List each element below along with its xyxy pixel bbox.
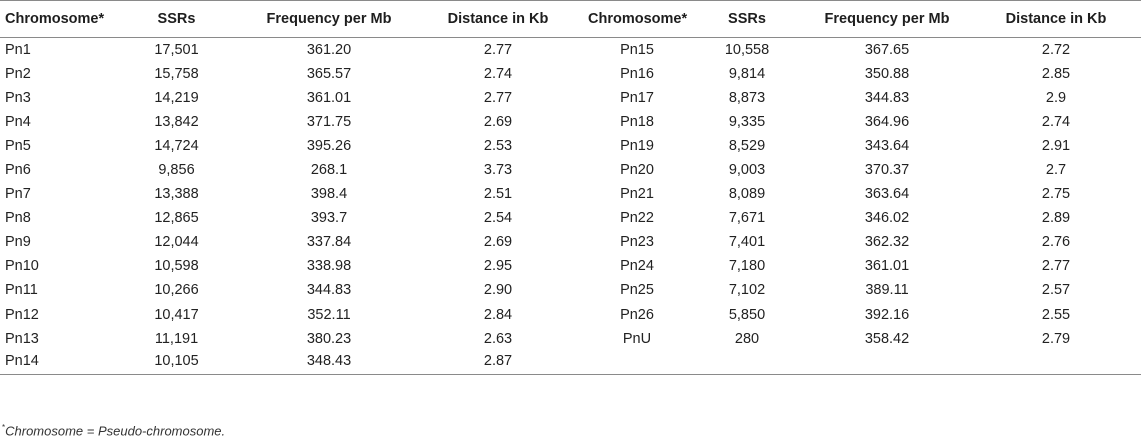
table-cell: 2.77 — [483, 41, 513, 58]
table-cell: 362.32 — [864, 234, 910, 251]
table-cell: 10,558 — [724, 41, 770, 58]
table-cell: 2.63 — [483, 330, 513, 347]
table-cell: 2.75 — [1041, 186, 1071, 203]
table-cell: Pn10 — [5, 258, 39, 275]
table-cell: 12,865 — [154, 210, 199, 227]
table-cell: 344.83 — [306, 282, 352, 299]
table-cell: Pn9 — [5, 234, 31, 251]
table-cell: 2.84 — [483, 306, 513, 323]
table-cell: Pn24 — [620, 258, 654, 275]
table-cell: 343.64 — [864, 137, 910, 154]
table-cell — [971, 351, 1141, 375]
table-cell: Pn18 — [620, 113, 654, 130]
column-header: Frequency per Mb — [803, 1, 971, 38]
footnote-marker: * — [2, 423, 6, 432]
table-cell: 364.96 — [864, 113, 910, 130]
table-cell: 2.74 — [483, 65, 513, 82]
table-cell: Pn4 — [5, 113, 31, 130]
table-cell: 398.4 — [310, 186, 348, 203]
table-cell: 380.23 — [306, 330, 352, 347]
column-header: SSRs — [691, 1, 803, 38]
table-cell: 358.42 — [864, 330, 910, 347]
table-row — [0, 230, 1141, 254]
table-cell: 352.11 — [307, 306, 351, 323]
table-cell: 8,873 — [728, 89, 766, 106]
table-row — [0, 206, 1141, 230]
table-cell: 363.64 — [864, 186, 910, 203]
table-cell: Pn11 — [5, 282, 38, 299]
table-cell: 10,266 — [154, 282, 199, 299]
table-body — [0, 38, 1141, 375]
table-row — [0, 110, 1141, 134]
table-cell: 7,671 — [728, 210, 766, 227]
table-cell: Pn1 — [5, 41, 31, 58]
table-cell: 2.72 — [1041, 41, 1071, 58]
table-cell: 17,501 — [154, 41, 199, 58]
table-cell: Pn17 — [620, 89, 654, 106]
table-cell: 2.51 — [483, 186, 513, 203]
table-cell: 268.1 — [310, 162, 348, 179]
table-cell: 2.76 — [1041, 234, 1071, 251]
table-cell: 7,180 — [728, 258, 766, 275]
table-cell: 5,850 — [728, 306, 766, 323]
table-cell: 367.65 — [864, 41, 910, 58]
table-cell: 14,724 — [154, 137, 199, 154]
table-cell: 2.53 — [483, 137, 513, 154]
table-cell: 2.9 — [1045, 89, 1067, 106]
table-cell: 365.57 — [306, 65, 352, 82]
table-cell: 9,814 — [728, 65, 766, 82]
table-row — [0, 303, 1141, 327]
table-cell: 9,003 — [728, 162, 766, 179]
table-row — [0, 158, 1141, 182]
table-cell — [803, 351, 971, 375]
table-cell: 2.77 — [483, 89, 513, 106]
table-cell: 348.43 — [245, 351, 413, 375]
table-cell: 346.02 — [864, 210, 910, 227]
table-cell: 280 — [734, 330, 760, 347]
table-row — [0, 351, 1141, 375]
table-cell: 8,529 — [728, 137, 766, 154]
table-row — [0, 134, 1141, 158]
table-cell: Pn3 — [5, 89, 31, 106]
table-cell: Pn26 — [620, 306, 654, 323]
table-cell: PnU — [622, 330, 652, 347]
table-cell: 12,044 — [154, 234, 199, 251]
table-row — [0, 327, 1141, 351]
table-cell: 2.89 — [1041, 210, 1071, 227]
table-cell: Pn15 — [620, 41, 654, 58]
table-cell: 10,598 — [154, 258, 199, 275]
table-cell: 389.11 — [865, 282, 909, 299]
table-cell: 7,401 — [728, 234, 766, 251]
column-header: SSRs — [108, 1, 245, 38]
table-row — [0, 62, 1141, 86]
header-row — [0, 1, 1141, 38]
table-cell: Pn5 — [5, 137, 31, 154]
table-cell: 2.69 — [483, 234, 513, 251]
table-row — [0, 38, 1141, 62]
table-cell: 15,758 — [154, 65, 199, 82]
footnote-text: Chromosome = Pseudo-chromosome. — [5, 423, 226, 439]
table-cell: 344.83 — [864, 89, 910, 106]
table-cell: 361.20 — [306, 41, 352, 58]
column-header: Distance in Kb — [971, 1, 1141, 38]
table-cell: 392.16 — [864, 306, 910, 323]
table-cell: 13,842 — [154, 113, 199, 130]
table-cell: 393.7 — [310, 210, 348, 227]
table-row — [0, 278, 1141, 302]
table-cell: 9,335 — [728, 113, 766, 130]
table-row — [0, 86, 1141, 110]
table-row — [0, 182, 1141, 206]
table-cell: Pn14 — [0, 351, 108, 375]
table-cell: 361.01 — [864, 258, 910, 275]
table-cell: 7,102 — [728, 282, 766, 299]
table-cell: Pn16 — [620, 65, 654, 82]
table-cell: Pn2 — [5, 65, 31, 82]
table-cell: Pn7 — [5, 186, 31, 203]
table-cell: Pn20 — [620, 162, 654, 179]
table-cell: 361.01 — [306, 89, 352, 106]
table-cell: Pn19 — [620, 137, 654, 154]
table-row — [0, 254, 1141, 278]
table-cell: 2.54 — [483, 210, 513, 227]
table-cell: 2.55 — [1041, 306, 1071, 323]
table-cell: 2.7 — [1045, 162, 1067, 179]
table-cell: 350.88 — [864, 65, 910, 82]
footnote — [2, 423, 225, 438]
table-cell: 2.57 — [1041, 282, 1071, 299]
table-cell: 395.26 — [306, 137, 352, 154]
table-cell: 8,089 — [728, 186, 766, 203]
table-cell: 2.87 — [413, 351, 583, 375]
table-cell: 11,191 — [154, 330, 199, 347]
table-cell: Pn8 — [5, 210, 31, 227]
table-cell: 9,856 — [158, 162, 195, 179]
table-cell: 337.84 — [306, 234, 352, 251]
table-cell: 2.79 — [1041, 330, 1071, 347]
table-cell: 2.85 — [1041, 65, 1071, 82]
table-cell: 2.95 — [483, 258, 513, 275]
table-cell: 2.91 — [1041, 137, 1071, 154]
table-cell: Pn12 — [5, 306, 39, 323]
table-cell: Pn22 — [620, 210, 654, 227]
table-cell: Pn25 — [620, 282, 654, 299]
table-cell: 370.37 — [864, 162, 910, 179]
table-cell: 10,105 — [108, 351, 245, 375]
table-cell: 13,388 — [154, 186, 199, 203]
table-cell: 2.69 — [483, 113, 513, 130]
table-cell: 2.90 — [483, 282, 513, 299]
column-header: Chromosome* — [0, 1, 108, 38]
table-cell: Pn6 — [5, 162, 31, 179]
table-cell: Pn13 — [5, 330, 39, 347]
table-cell: 371.75 — [306, 113, 352, 130]
table-cell — [583, 351, 691, 375]
table-cell: Pn21 — [620, 186, 654, 203]
column-header: Frequency per Mb — [245, 1, 413, 38]
column-header: Distance in Kb — [413, 1, 583, 38]
table-cell: 3.73 — [483, 162, 513, 179]
table-cell: 10,417 — [154, 306, 199, 323]
column-header: Chromosome* — [583, 1, 691, 38]
table-cell — [691, 351, 803, 375]
table-cell: 2.77 — [1041, 258, 1071, 275]
table-cell: 14,219 — [154, 89, 199, 106]
table-cell: Pn23 — [620, 234, 654, 251]
table-cell: 2.74 — [1041, 113, 1071, 130]
table-cell: 338.98 — [306, 258, 352, 275]
